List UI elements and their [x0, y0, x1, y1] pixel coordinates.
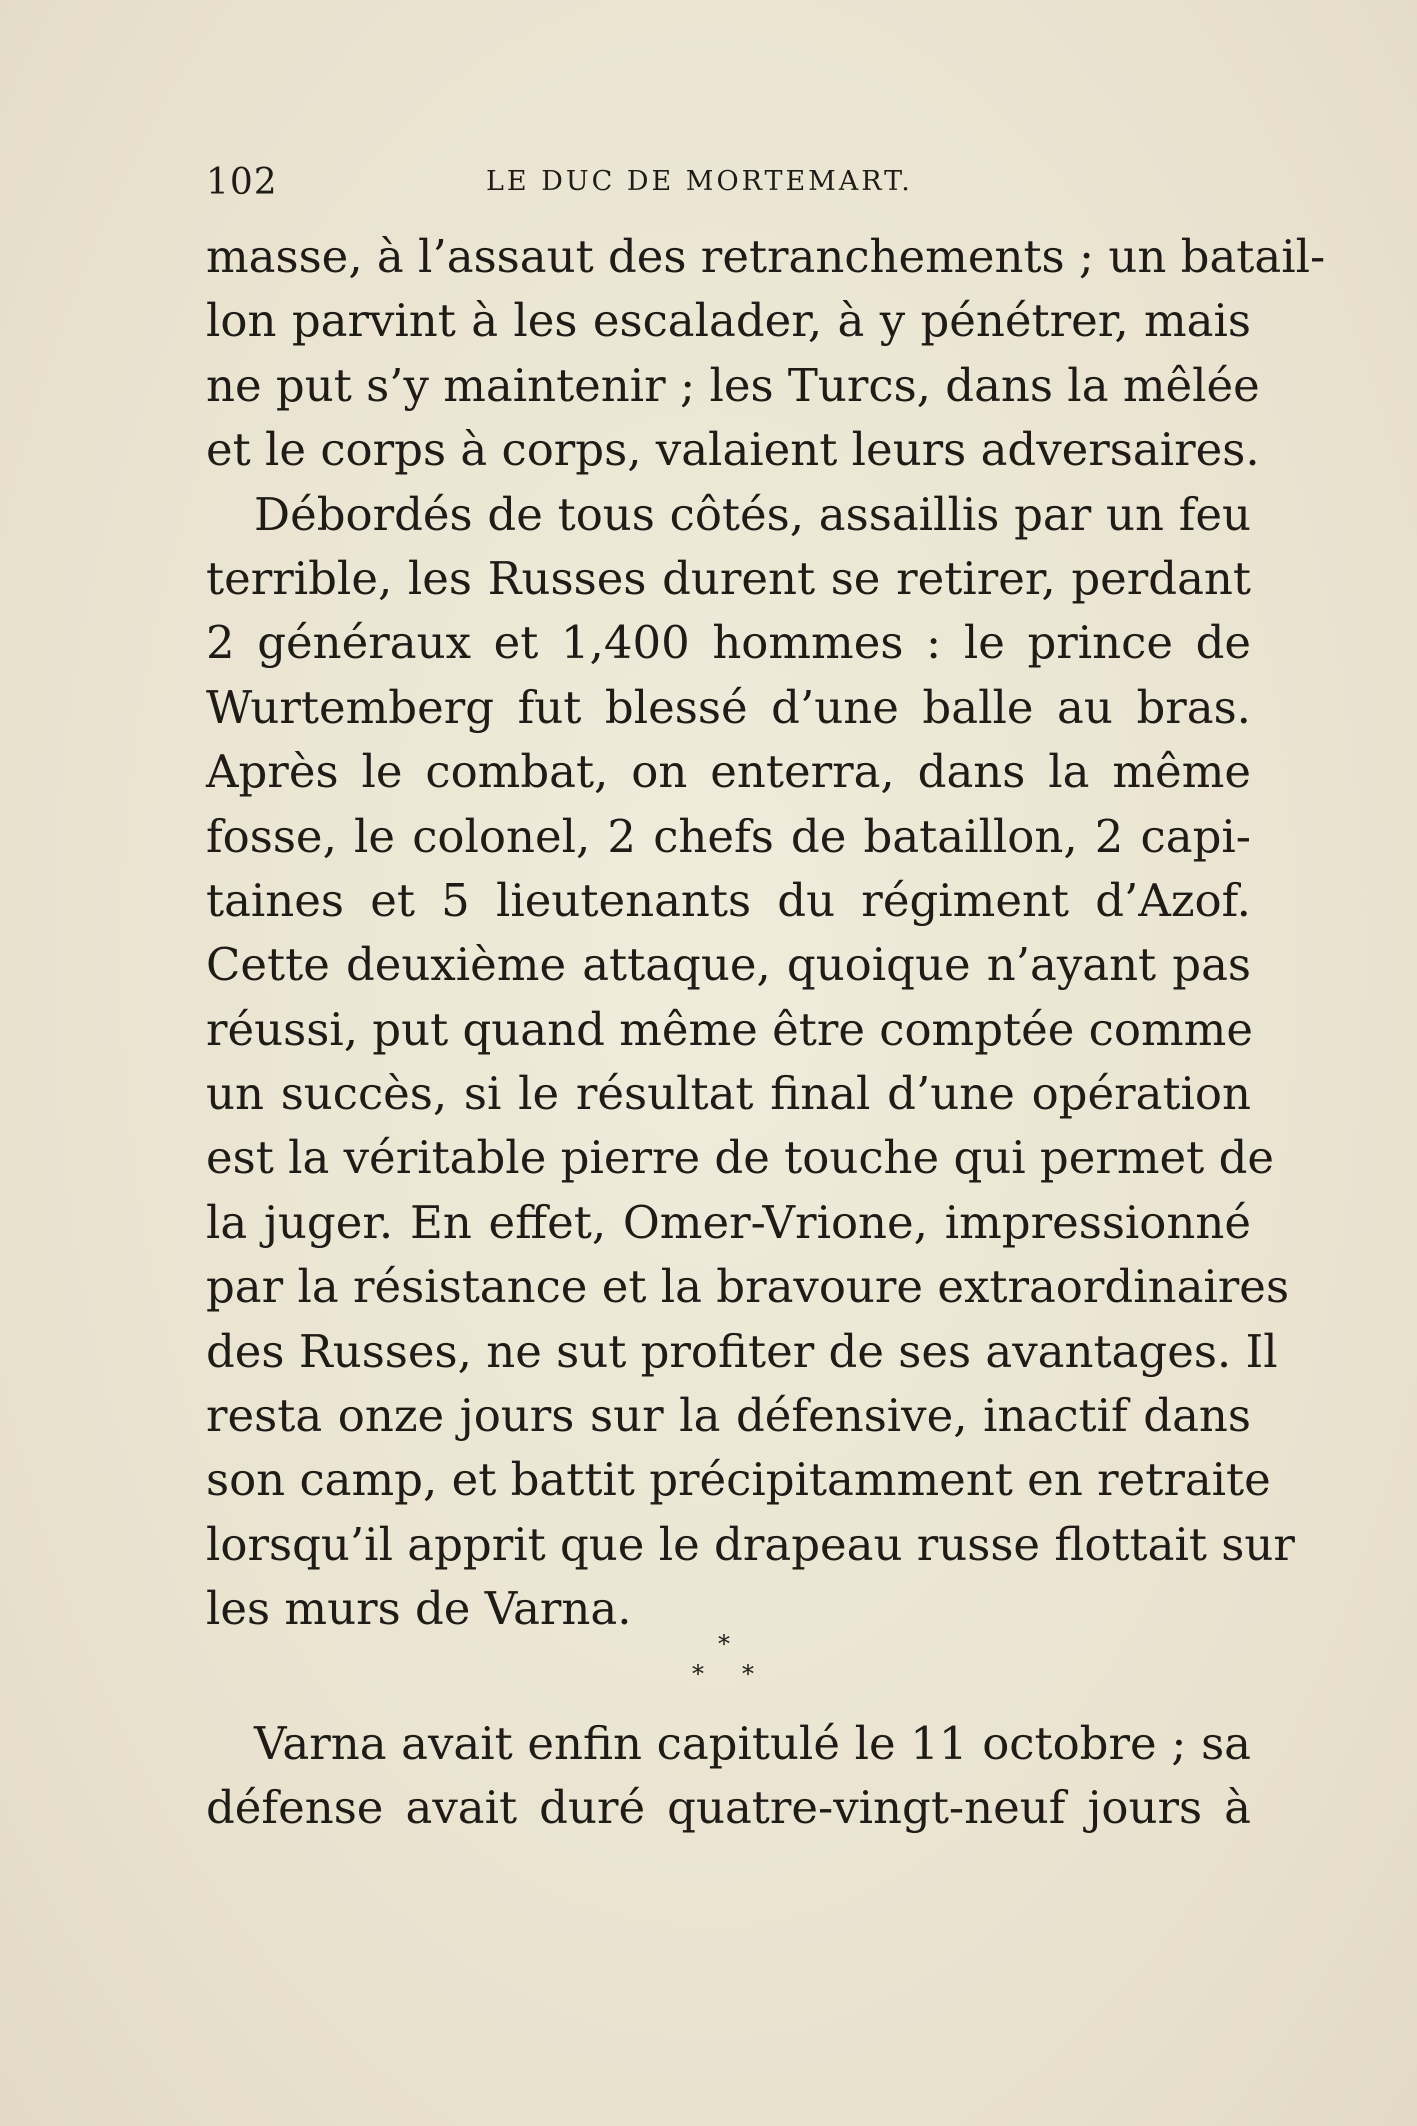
running-head	[206, 162, 1246, 212]
text-line: Débordés de tous côtés, assaillis par un feu	[254, 487, 1251, 541]
text-line: est la véritable pierre de touche qui permet de	[206, 1131, 1275, 1185]
text-line: Après le combat, on enterra, dans la même	[206, 745, 1251, 799]
text-line: masse, à l’assaut des retranchements ; un batail-	[206, 230, 1326, 283]
asterism-star-right: *	[742, 1660, 754, 1688]
asterism-star-top: *	[718, 1630, 730, 1658]
text-line: défense avait duré quatre-vingt-neuf jours à	[206, 1781, 1251, 1835]
text-line: son camp, et battit précipitamment en retraite	[206, 1453, 1271, 1507]
text-line: ne put s’y maintenir ; les Turcs, dans la mêlée	[206, 358, 1260, 412]
text-line: et le corps à corps, valaient leurs adversaires.	[206, 423, 1260, 477]
text-line: des Russes, ne sut profiter de ses avantages. Il	[206, 1324, 1278, 1378]
text-line: par la résistance et la bravoure extraordinaires	[206, 1260, 1290, 1314]
text-line: réussi, put quand même être comptée comme	[206, 1002, 1253, 1056]
text-line: Wurtemberg fut blessé d’une balle au bras.	[206, 680, 1251, 734]
page-number: 102	[206, 162, 278, 203]
text-line: resta onze jours sur la défensive, inactif dans	[206, 1389, 1251, 1443]
asterism	[670, 1630, 770, 1700]
text-line: fosse, le colonel, 2 chefs de bataillon, 2 capi-	[206, 809, 1251, 863]
text-line: les murs de Varna.	[206, 1582, 632, 1636]
text-line: terrible, les Russes durent se retirer, perdant	[206, 551, 1251, 605]
text-line: la juger. En effet, Omer-Vrione, impressionné	[206, 1195, 1251, 1249]
text-line: Cette deuxième attaque, quoique n’ayant pas	[206, 938, 1251, 992]
text-line: taines et 5 lieutenants du régiment d’Azof.	[206, 873, 1251, 927]
text-line: lorsqu’il apprit que le drapeau russe flottait sur	[206, 1517, 1295, 1571]
text-line: lon parvint à les escalader, à y pénétrer, mais	[206, 294, 1251, 348]
main-text	[206, 225, 1326, 1642]
text-line: un succès, si le résultat final d’une opération	[206, 1067, 1251, 1121]
running-title: LE DUC DE MORTEMART.	[486, 166, 913, 197]
text-line: Varna avait enfin capitulé le 11 octobre ; sa	[254, 1717, 1251, 1770]
asterism-star-left: *	[692, 1660, 704, 1688]
next-section-text	[206, 1712, 1251, 1841]
text-line: 2 généraux et 1,400 hommes : le prince de	[206, 616, 1251, 670]
